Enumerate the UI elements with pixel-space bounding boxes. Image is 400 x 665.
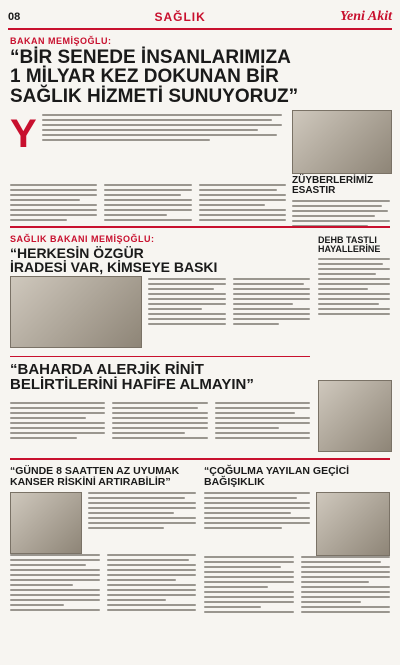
lead-headline-line: SAĞLIK HİZMETİ SUNUYORUZ” bbox=[10, 85, 299, 107]
lead-body bbox=[42, 114, 282, 141]
section-divider bbox=[10, 226, 390, 228]
newspaper-logo: Yeni Akit bbox=[340, 9, 392, 24]
lead-headline-line: “BİR SENEDE İNSANLARIMIZA bbox=[10, 47, 291, 68]
bottom-left-headline bbox=[10, 466, 196, 487]
bottom-left-headline-line: KANSER RİSKİNİ ARTIRABİLİR” bbox=[10, 475, 171, 488]
bottom-right-story bbox=[204, 466, 390, 613]
side-headline bbox=[292, 176, 390, 196]
right-column-headline-line: DEHB TASTLI bbox=[318, 235, 377, 245]
lead-columns bbox=[10, 184, 286, 221]
bottom-left-story bbox=[10, 466, 196, 611]
lead-headline bbox=[10, 48, 390, 106]
page-number: 08 bbox=[8, 11, 21, 23]
second-headline-line: “HERKESİN ÖZGÜR bbox=[10, 245, 144, 261]
bottom-left-headline-line: “GÜNDE 8 SAATTEN AZ UYUMAK bbox=[10, 465, 180, 477]
right-column-story bbox=[318, 236, 390, 315]
bottom-right-headline-line: “ÇOĞULMA YAYILAN GEÇİCİ BAĞIŞIKLIK bbox=[204, 465, 350, 488]
second-body bbox=[148, 278, 310, 325]
third-photo bbox=[318, 380, 392, 452]
third-body bbox=[10, 402, 310, 439]
lead-headline-line: 1 MİLYAR KEZ DOKUNAN BİR bbox=[10, 66, 279, 88]
third-headline bbox=[10, 362, 310, 393]
second-kicker: SAĞLIK BAKANI MEMİŞOĞLU: bbox=[10, 234, 155, 244]
second-headline-line: İRADESİ VAR, KİMSEYE BASKI bbox=[10, 259, 218, 276]
bottom-right-photo bbox=[316, 492, 390, 556]
second-photo bbox=[10, 276, 142, 348]
side-headline-line: ZÜYBERLERİMİZ ESASTIR bbox=[292, 175, 374, 197]
third-story bbox=[10, 362, 310, 393]
right-column-headline-line: HAYALLERİNE bbox=[318, 244, 381, 255]
lead-story bbox=[10, 36, 390, 106]
side-story bbox=[292, 176, 390, 227]
third-headline-line: BELİRTİLERİNİ HAFİFE ALMAYIN” bbox=[10, 376, 254, 394]
masthead bbox=[8, 6, 392, 30]
bottom-divider bbox=[10, 458, 390, 460]
bottom-left-photo bbox=[10, 492, 82, 554]
right-column-headline bbox=[318, 236, 390, 254]
lead-photo bbox=[292, 110, 392, 174]
third-headline-line: “BAHARDA ALERJİK RİNİT bbox=[10, 361, 204, 378]
section-label: SAĞLIK bbox=[154, 10, 206, 24]
bottom-right-headline bbox=[204, 466, 390, 487]
story-divider bbox=[10, 356, 310, 357]
brand-y-mark: Y bbox=[10, 112, 37, 156]
lead-kicker: BAKAN MEMİŞOĞLU: bbox=[10, 36, 112, 46]
